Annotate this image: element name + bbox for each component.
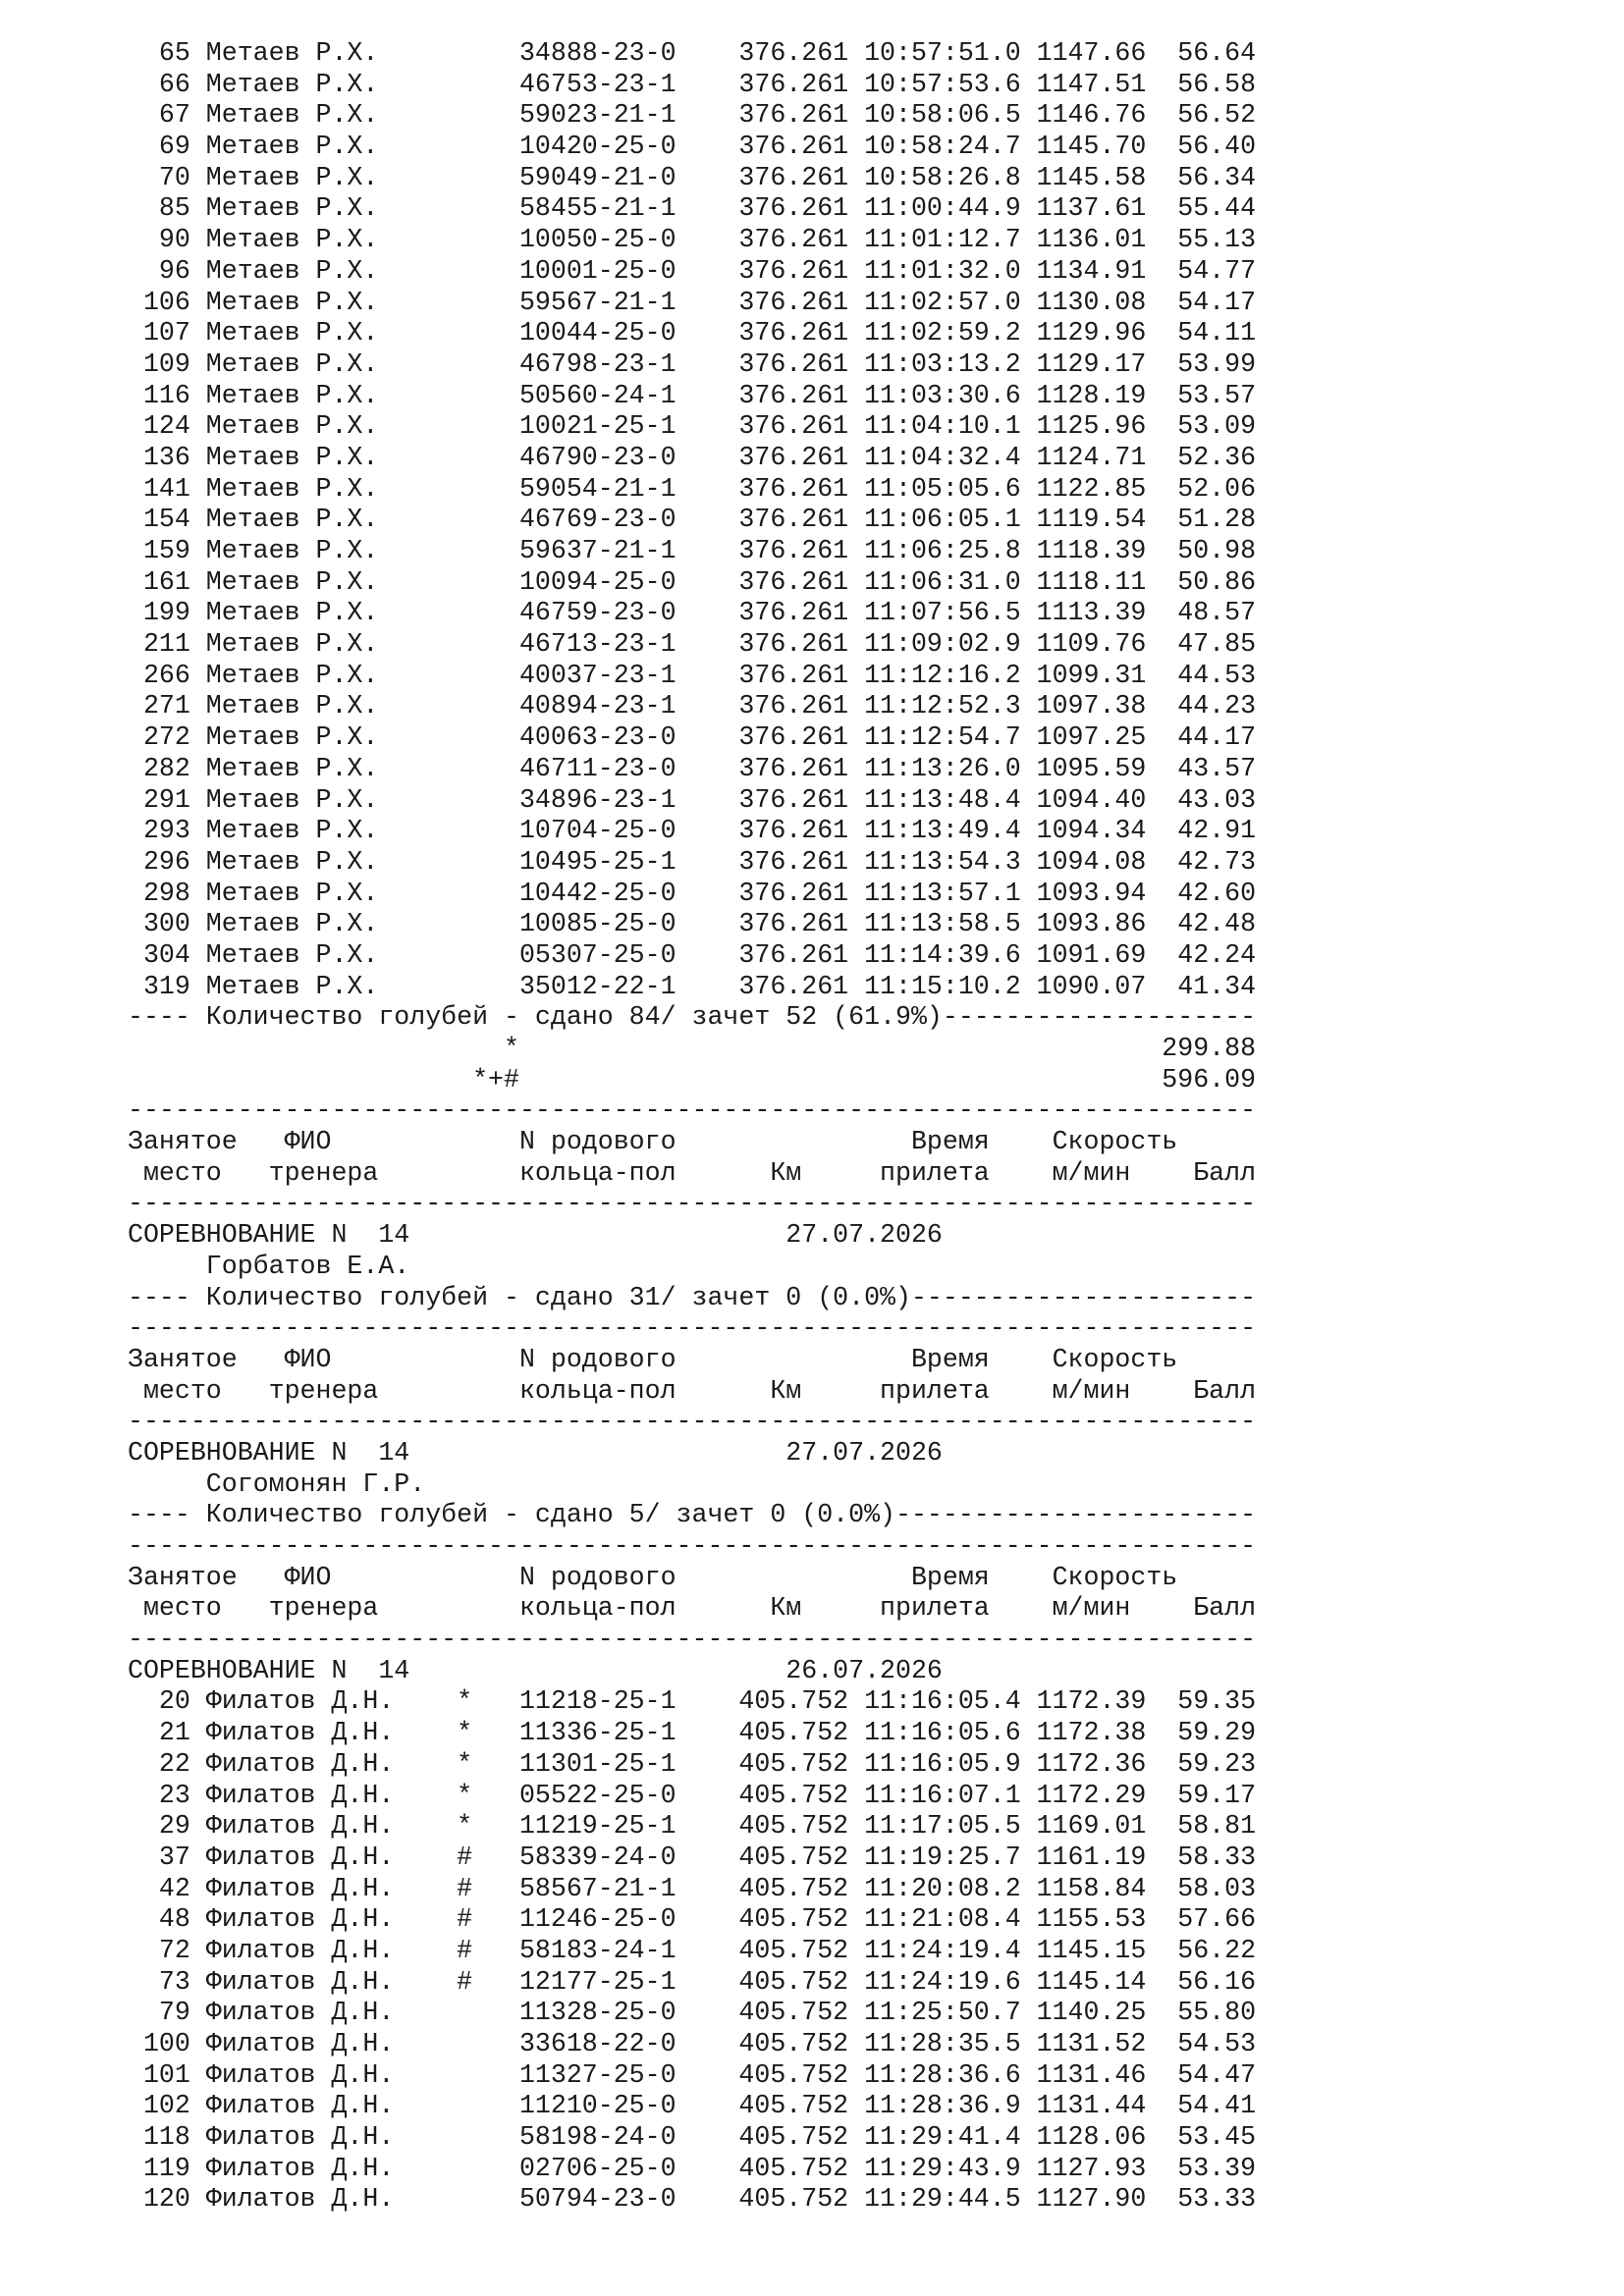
result-row: 73 Филатов Д.Н. # 12177-25-1 405.752 11:24:19.6 1145.14 56.16 xyxy=(128,1966,1257,1997)
result-row: 291 Метаев Р.Х. 34896-23-1 376.261 11:13:48.4 1094.40 43.03 xyxy=(128,784,1257,815)
result-row: 96 Метаев Р.Х. 10001-25-0 376.261 11:01:32.0 1134.91 54.77 xyxy=(128,255,1257,286)
result-row: 282 Метаев Р.Х. 46711-23-0 376.261 11:13:26.0 1095.59 43.57 xyxy=(128,753,1257,783)
result-row: 304 Метаев Р.Х. 05307-25-0 376.261 11:14:39.6 1091.69 42.24 xyxy=(128,939,1257,970)
result-row: 72 Филатов Д.Н. # 58183-24-1 405.752 11:24:19.4 1145.15 56.22 xyxy=(128,1935,1257,1965)
separator-line: ------------------------------------------------------------------------ xyxy=(128,1625,1257,1655)
total-line: * 299.88 xyxy=(128,1034,1257,1063)
table-header-row: место тренера кольца-пол Км прилета м/мин Балл xyxy=(128,1375,1257,1406)
separator-line: ------------------------------------------------------------------------ xyxy=(128,1313,1257,1344)
pigeon-count-line: ---- Количество голубей - сдано 31/ зачет 0 (0.0%)---------------------- xyxy=(128,1282,1257,1312)
result-row: 266 Метаев Р.Х. 40037-23-1 376.261 11:12:16.2 1099.31 44.53 xyxy=(128,660,1257,690)
result-row: 37 Филатов Д.Н. # 58339-24-0 405.752 11:19:25.7 1161.19 58.33 xyxy=(128,1842,1257,1872)
result-row: 116 Метаев Р.Х. 50560-24-1 376.261 11:03:30.6 1128.19 53.57 xyxy=(128,380,1257,410)
result-row: 42 Филатов Д.Н. # 58567-21-1 405.752 11:20:08.2 1158.84 58.03 xyxy=(128,1873,1257,1903)
competition-title-line: СОРЕВНОВАНИЕ N 14 26.07.2026 xyxy=(128,1655,943,1685)
result-row: 211 Метаев Р.Х. 46713-23-1 376.261 11:09:02.9 1109.76 47.85 xyxy=(128,629,1257,660)
table-header-row: Занятое ФИО N родового Время Скорость xyxy=(128,1127,1178,1157)
pigeon-count-line: ---- Количество голубей - сдано 84/ зачет 52 (61.9%)-------------------- xyxy=(128,1002,1257,1033)
competition-title-line: СОРЕВНОВАНИЕ N 14 27.07.2026 xyxy=(128,1437,943,1468)
result-row: 106 Метаев Р.Х. 59567-21-1 376.261 11:02:57.0 1130.08 54.17 xyxy=(128,287,1257,317)
result-row: 119 Филатов Д.Н. 02706-25-0 405.752 11:29:43.9 1127.93 53.39 xyxy=(128,2153,1257,2183)
result-row: 120 Филатов Д.Н. 50794-23-0 405.752 11:29:44.5 1127.90 53.33 xyxy=(128,2184,1257,2215)
result-row: 118 Филатов Д.Н. 58198-24-0 405.752 11:29:41.4 1128.06 53.45 xyxy=(128,2122,1257,2153)
result-row: 66 Метаев Р.Х. 46753-23-1 376.261 10:57:53.6 1147.51 56.58 xyxy=(128,69,1257,99)
table-header-row: Занятое ФИО N родового Время Скорость xyxy=(128,1562,1178,1592)
trainer-name-line: Согомонян Г.Р. xyxy=(128,1468,426,1499)
separator-line: ------------------------------------------------------------------------ xyxy=(128,1095,1257,1126)
result-row: 199 Метаев Р.Х. 46759-23-0 376.261 11:07:56.5 1113.39 48.57 xyxy=(128,598,1257,628)
result-row: 161 Метаев Р.Х. 10094-25-0 376.261 11:06:31.0 1118.11 50.86 xyxy=(128,566,1257,597)
result-row: 85 Метаев Р.Х. 58455-21-1 376.261 11:00:44.9 1137.61 55.44 xyxy=(128,193,1257,224)
result-row: 48 Филатов Д.Н. # 11246-25-0 405.752 11:21:08.4 1155.53 57.66 xyxy=(128,1904,1257,1935)
competition-title-line: СОРЕВНОВАНИЕ N 14 27.07.2026 xyxy=(128,1220,943,1251)
result-row: 102 Филатов Д.Н. 11210-25-0 405.752 11:28:36.9 1131.44 54.41 xyxy=(128,2091,1257,2121)
result-row: 29 Филатов Д.Н. * 11219-25-1 405.752 11:17:05.5 1169.01 58.81 xyxy=(128,1811,1257,1842)
result-row: 21 Филатов Д.Н. * 11336-25-1 405.752 11:16:05.6 1172.38 59.29 xyxy=(128,1718,1257,1748)
pigeon-count-line: ---- Количество голубей - сдано 5/ зачет 0 (0.0%)----------------------- xyxy=(128,1500,1257,1530)
result-row: 159 Метаев Р.Х. 59637-21-1 376.261 11:06:25.8 1118.39 50.98 xyxy=(128,536,1257,565)
result-row: 107 Метаев Р.Х. 10044-25-0 376.261 11:02:59.2 1129.96 54.11 xyxy=(128,318,1257,348)
result-row: 79 Филатов Д.Н. 11328-25-0 405.752 11:25:50.7 1140.25 55.80 xyxy=(128,1998,1257,2028)
result-row: 69 Метаев Р.Х. 10420-25-0 376.261 10:58:24.7 1145.70 56.40 xyxy=(128,132,1257,162)
result-row: 296 Метаев Р.Х. 10495-25-1 376.261 11:13:54.3 1094.08 42.73 xyxy=(128,846,1257,877)
result-row: 300 Метаев Р.Х. 10085-25-0 376.261 11:13:58.5 1093.86 42.48 xyxy=(128,909,1257,939)
result-row: 70 Метаев Р.Х. 59049-21-0 376.261 10:58:26.8 1145.58 56.34 xyxy=(128,162,1257,192)
separator-line: ------------------------------------------------------------------------ xyxy=(128,1531,1257,1561)
result-row: 319 Метаев Р.Х. 35012-22-1 376.261 11:15:10.2 1090.07 41.34 xyxy=(128,971,1257,1001)
result-row: 298 Метаев Р.Х. 10442-25-0 376.261 11:13:57.1 1093.94 42.60 xyxy=(128,878,1257,908)
result-row: 136 Метаев Р.Х. 46790-23-0 376.261 11:04:32.4 1124.71 52.36 xyxy=(128,442,1257,472)
table-header-row: место тренера кольца-пол Км прилета м/мин Балл xyxy=(128,1593,1257,1624)
separator-line: ------------------------------------------------------------------------ xyxy=(128,1189,1257,1219)
table-header-row: место тренера кольца-пол Км прилета м/мин Балл xyxy=(128,1157,1257,1188)
result-row: 22 Филатов Д.Н. * 11301-25-1 405.752 11:16:05.9 1172.36 59.23 xyxy=(128,1748,1257,1779)
result-row: 67 Метаев Р.Х. 59023-21-1 376.261 10:58:06.5 1146.76 56.52 xyxy=(128,100,1257,131)
result-row: 65 Метаев Р.Х. 34888-23-0 376.261 10:57:51.0 1147.66 56.64 xyxy=(128,38,1257,68)
result-row: 101 Филатов Д.Н. 11327-25-0 405.752 11:28:36.6 1131.46 54.47 xyxy=(128,2059,1257,2090)
result-row: 90 Метаев Р.Х. 10050-25-0 376.261 11:01:12.7 1136.01 55.13 xyxy=(128,225,1257,255)
result-row: 100 Филатов Д.Н. 33618-22-0 405.752 11:28:35.5 1131.52 54.53 xyxy=(128,2029,1257,2058)
result-row: 109 Метаев Р.Х. 46798-23-1 376.261 11:03:13.2 1129.17 53.99 xyxy=(128,348,1257,379)
table-header-row: Занятое ФИО N родового Время Скорость xyxy=(128,1344,1178,1374)
result-row: 141 Метаев Р.Х. 59054-21-1 376.261 11:05:05.6 1122.85 52.06 xyxy=(128,473,1257,504)
result-row: 272 Метаев Р.Х. 40063-23-0 376.261 11:12:54.7 1097.25 44.17 xyxy=(128,722,1257,753)
result-row: 293 Метаев Р.Х. 10704-25-0 376.261 11:13:49.4 1094.34 42.91 xyxy=(128,816,1257,846)
result-row: 124 Метаев Р.Х. 10021-25-1 376.261 11:04:10.1 1125.96 53.09 xyxy=(128,411,1257,442)
separator-line: ------------------------------------------------------------------------ xyxy=(128,1407,1257,1437)
result-row: 271 Метаев Р.Х. 40894-23-1 376.261 11:12:52.3 1097.38 44.23 xyxy=(128,691,1257,721)
result-row: 20 Филатов Д.Н. * 11218-25-1 405.752 11:16:05.4 1172.39 59.35 xyxy=(128,1686,1257,1717)
trainer-name-line: Горбатов Е.А. xyxy=(128,1251,410,1281)
result-row: 154 Метаев Р.Х. 46769-23-0 376.261 11:06:05.1 1119.54 51.28 xyxy=(128,505,1257,535)
total-line: *+# 596.09 xyxy=(128,1064,1257,1095)
result-row: 23 Филатов Д.Н. * 05522-25-0 405.752 11:16:07.1 1172.29 59.17 xyxy=(128,1780,1257,1810)
